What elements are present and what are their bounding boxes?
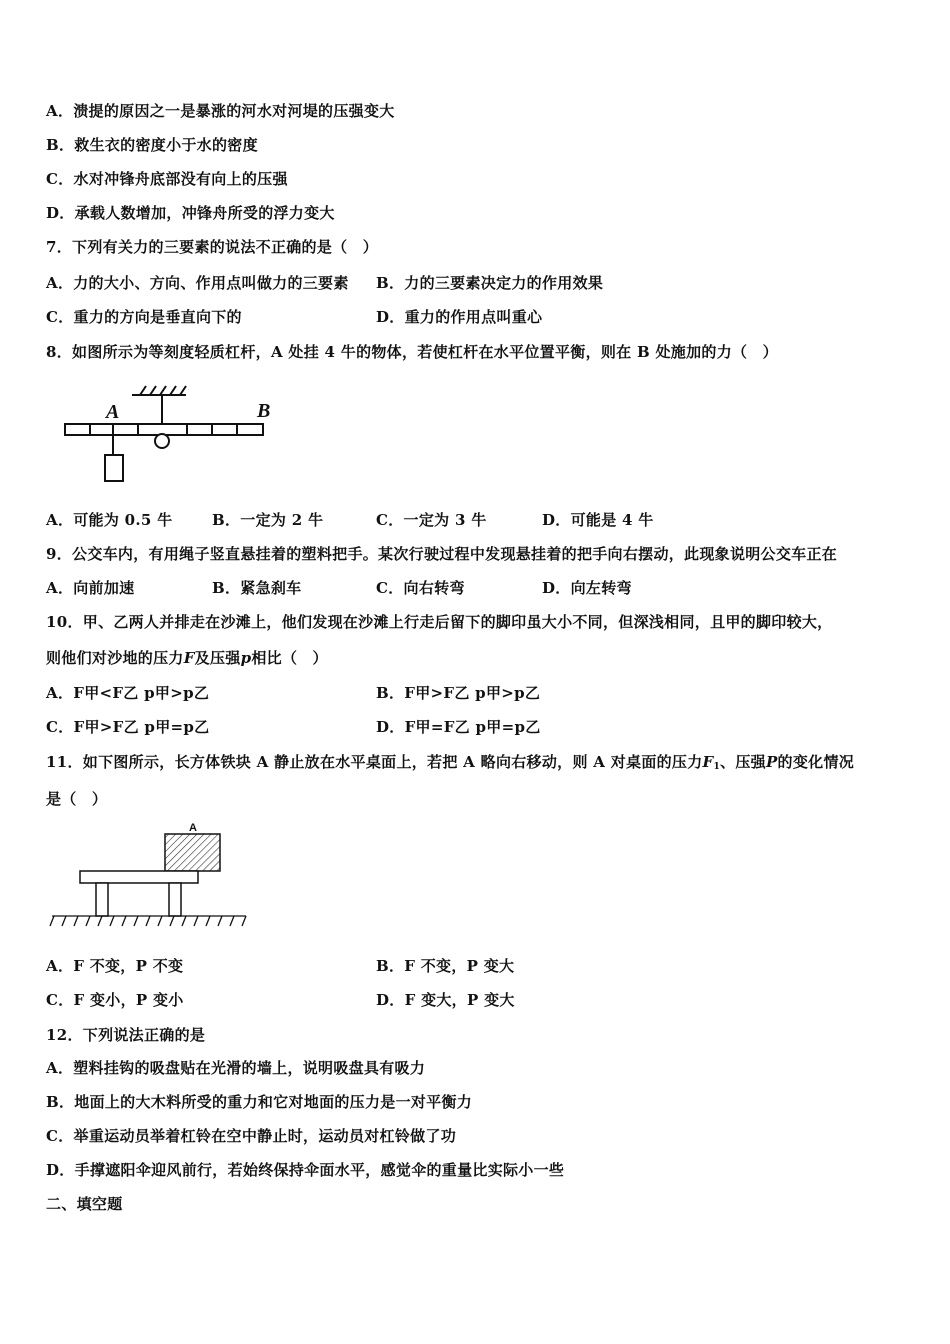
- lever-support: [132, 386, 186, 423]
- q9-option-b: B．紧急刹车: [212, 579, 302, 597]
- lever-label-b: B: [257, 400, 271, 422]
- q12-option-a: A．塑料挂钩的吸盘贴在光滑的墙上，说明吸盘具有吸力: [46, 1059, 426, 1077]
- q12-option-b: B．地面上的大木料所受的重力和它对地面的压力是一对平衡力: [46, 1093, 473, 1111]
- block-label: A: [189, 822, 197, 834]
- q7-option-b: B．力的三要素决定力的作用效果: [376, 274, 604, 292]
- q12-option-c: C．举重运动员举着杠铃在空中静止时，运动员对杠铃做了功: [46, 1127, 457, 1145]
- table-leg-right: [169, 883, 181, 916]
- q11-stem-line2: 是（ ）: [46, 790, 108, 808]
- q6-option-b: B．救生衣的密度小于水的密度: [46, 136, 258, 154]
- q10-option-c: C．F甲>F乙 p甲=p乙: [46, 718, 210, 736]
- iron-block-a: [165, 834, 220, 871]
- q10-option-d: D．F甲=F乙 p甲=p乙: [376, 718, 541, 736]
- lever-pivot: [155, 434, 169, 448]
- section-heading-fill-in: 二、填空题: [46, 1195, 123, 1213]
- q8-option-a: A．可能为 0.5 牛: [46, 511, 173, 529]
- q10-option-b: B．F甲>F乙 p甲>p乙: [376, 684, 541, 702]
- q10-stem-line1: 10．甲、乙两人并排走在沙滩上，他们发现在沙滩上行走后留下的脚印虽大小不同，但深浅相同，且甲的脚印较大，: [46, 613, 833, 631]
- q6-option-a: A．溃提的原因之一是暴涨的河水对河堤的压强变大: [46, 102, 395, 120]
- q6-option-c: C．水对冲锋舟底部没有向上的压强: [46, 170, 288, 188]
- q9-stem: 9．公交车内，有用绳子竖直悬挂着的塑料把手。某次行驶过程中发现悬挂着的把手向右摆动，此现象说明公交车正在: [46, 545, 838, 563]
- q8-option-c: C．一定为 3 牛: [376, 511, 487, 529]
- hanging-weight: [105, 455, 123, 481]
- table-top: [80, 871, 198, 883]
- q11-stem-line1: 11．如下图所示，长方体铁块 A 静止放在水平桌面上，若把 A 略向右移动，则 A 对桌面的压力$F_1$、压强P的变化情况: [46, 753, 855, 772]
- q11-option-b: B．F 不变，P 变大: [376, 957, 515, 975]
- lever-figure: [60, 383, 285, 488]
- q7-option-a: A．力的大小、方向、作用点叫做力的三要素: [46, 274, 349, 292]
- q9-option-c: C．向右转弯: [376, 579, 465, 597]
- q7-option-c: C．重力的方向是垂直向下的: [46, 308, 242, 326]
- table-leg-left: [96, 883, 108, 916]
- q9-option-d: D．向左转弯: [542, 579, 632, 597]
- q7-stem: 7．下列有关力的三要素的说法不正确的是（ ）: [46, 238, 379, 256]
- q10-stem-line2: 则他们对沙地的压力F及压强p相比（ ）: [46, 649, 328, 667]
- q8-option-d: D．可能是 4 牛: [542, 511, 654, 529]
- lever-label-a: A: [106, 401, 120, 423]
- q11-option-a: A．F 不变，P 不变: [46, 957, 184, 975]
- q12-stem: 12．下列说法正确的是: [46, 1026, 206, 1044]
- q8-stem: 8．如图所示为等刻度轻质杠杆，A 处挂 4 牛的物体，若使杠杆在水平位置平衡，则在 B 处施加的力（ ）: [46, 343, 778, 361]
- q8-option-b: B．一定为 2 牛: [212, 511, 324, 529]
- q6-option-d: D．承载人数增加，冲锋舟所受的浮力变大: [46, 204, 335, 222]
- q7-option-d: D．重力的作用点叫重心: [376, 308, 543, 326]
- table-block-figure: [48, 820, 253, 935]
- q11-option-c: C．F 变小，P 变小: [46, 991, 184, 1009]
- ground: [50, 916, 246, 926]
- q10-option-a: A．F甲<F乙 p甲>p乙: [46, 684, 210, 702]
- q11-option-d: D．F 变大，P 变大: [376, 991, 515, 1009]
- q9-option-a: A．向前加速: [46, 579, 135, 597]
- q12-option-d: D．手撑遮阳伞迎风前行，若始终保持伞面水平，感觉伞的重量比实际小一些: [46, 1161, 565, 1179]
